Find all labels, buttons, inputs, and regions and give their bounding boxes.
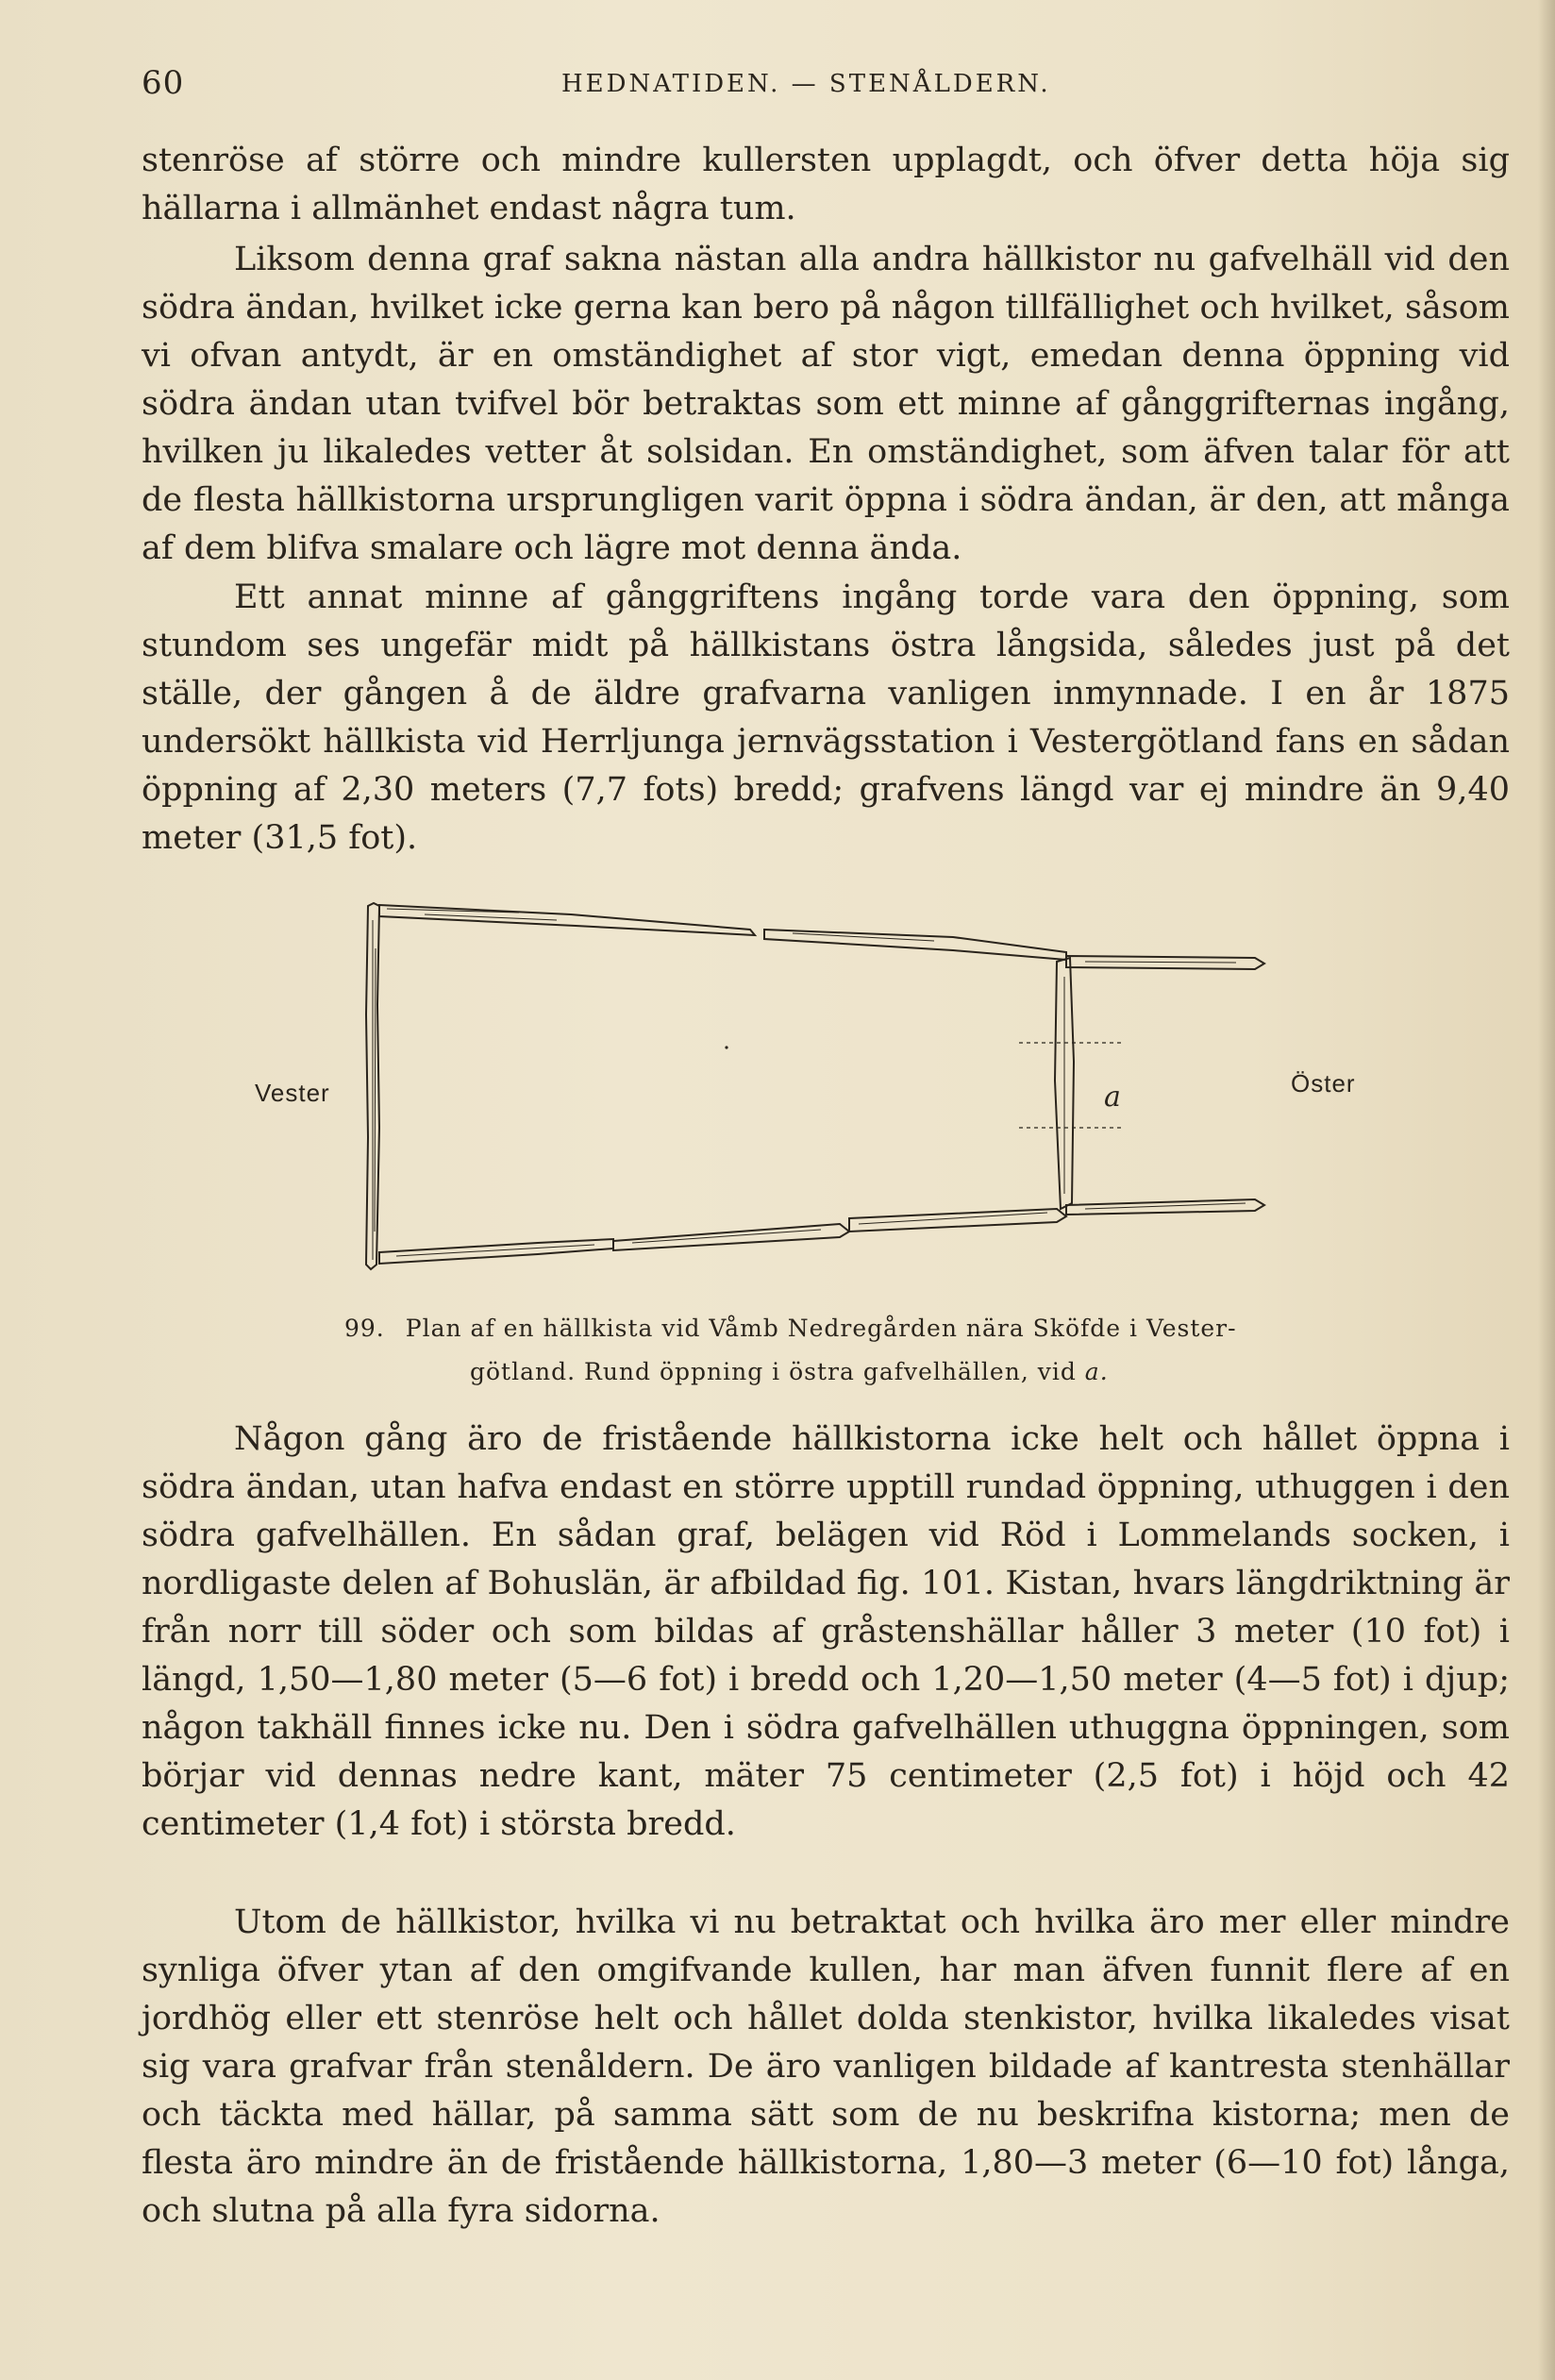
paragraph-2: Liksom denna graf sakna nästan alla andra hällkistor nu gafvelhäll vid den södra ändan, hvilket icke gerna kan bero på någon tillfällighet och hvilket, såsom vi ofvan antydt, är en omständighet af stor vigt, emedan denna öppning vid södra ändan utan tvifvel bör betraktas som ett minne af gånggrifternas ingång, hvilken ju likaledes vetter åt solsidan. En omständighet, som äfven talar för att de flesta hällkistorna ursprungligen varit öppna i södra ändan, är den, att många af dem blifva smalare och lägre mot denna ända.: [142, 241, 1510, 567]
east-gable-slab: [1055, 958, 1074, 1209]
caption-line-1: Plan af en hällkista vid Våmb Nedregården nära Sköfde i Vester-: [405, 1315, 1237, 1342]
page-header: [142, 64, 1519, 111]
page-number: 60: [142, 64, 185, 102]
running-head: HEDNATIDEN. — STENÅLDERN.: [561, 70, 1051, 98]
page-edge-shadow: [1538, 0, 1555, 2380]
figure-99-plan: [236, 892, 1368, 1307]
opening-label-a: a: [1104, 1081, 1122, 1114]
paragraph-3: Ett annat minne af gånggriftens ingång torde vara den öppning, som stundom ses ungefär midt på hällkistans östra långsida, således just på det ställe, der gången å de äldre grafvarna vanligen inmynnade. I en år 1875 undersökt hällkista vid Herrljunga jernvägsstation i Vestergötland fans en sådan öppning af 2,30 meters (7,7 fots) bredd; grafvens längd var ej mindre än 9,40 meter (31,5 fot).: [142, 578, 1510, 857]
caption-number: 99.: [344, 1315, 385, 1342]
figure-caption: [344, 1307, 1382, 1394]
caption-line-2-italic: a.: [1084, 1358, 1109, 1385]
caption-line-2-text: götland. Rund öppning i östra gafvelhällen, vid: [470, 1358, 1077, 1385]
paragraph-4: Någon gång äro de fristående hällkistorna icke helt och hållet öppna i södra ändan, utan hafva endast en större upptill rundad öppning, uthuggen i den södra gafvelhällen. En sådan graf, belägen vid Röd i Lommelands socken, i nordligaste delen af Bohuslän, är afbildad fig. 101. Kistan, hvars längdriktning är från norr till söder och som bildas af gråstenshällar håller 3 meter (10 fot) i längd, 1,50—1,80 meter (5—6 fot) i bredd och 1,20—1,50 meter (4—5 fot) i djup; någon takhäll finnes icke nu. Den i södra gafvelhällen uthuggna öppningen, som börjar vid dennas nedre kant, mäter 75 centimeter (2,5 fot) i höjd och 42 centimeter (1,4 fot) i största bredd.: [142, 1420, 1510, 1843]
north-side-slabs: [379, 905, 1264, 969]
east-label: Öster: [1291, 1069, 1356, 1098]
south-side-slabs: [379, 1199, 1264, 1264]
plan-interior-dot: [725, 1046, 727, 1048]
cist-plan-drawing: [236, 892, 1368, 1307]
west-label: Vester: [255, 1079, 330, 1107]
paragraph-1: stenröse af större och mindre kullersten upplagdt, och öfver detta höja sig hällarna i allmänhet endast några tum.: [142, 142, 1510, 227]
west-gable-slab: [366, 903, 379, 1269]
caption-line-2: [344, 1350, 1382, 1394]
paragraph-5: Utom de hällkistor, hvilka vi nu betraktat och hvilka äro mer eller mindre synliga öfver ytan af den omgifvande kullen, har man äfven funnit flere af en jordhög eller ett stenröse helt och hållet dolda stenkistor, hvilka likaledes visat sig vara grafvar från stenåldern. De äro vanligen bildade af kantresta stenhällar och täckta med hällar, på samma sätt som de nu beskrifna kistorna; men de flesta äro mindre än de fristående hällkistorna, 1,80—3 meter (6—10 fot) långa, och slutna på alla fyra sidorna.: [142, 1903, 1510, 2230]
